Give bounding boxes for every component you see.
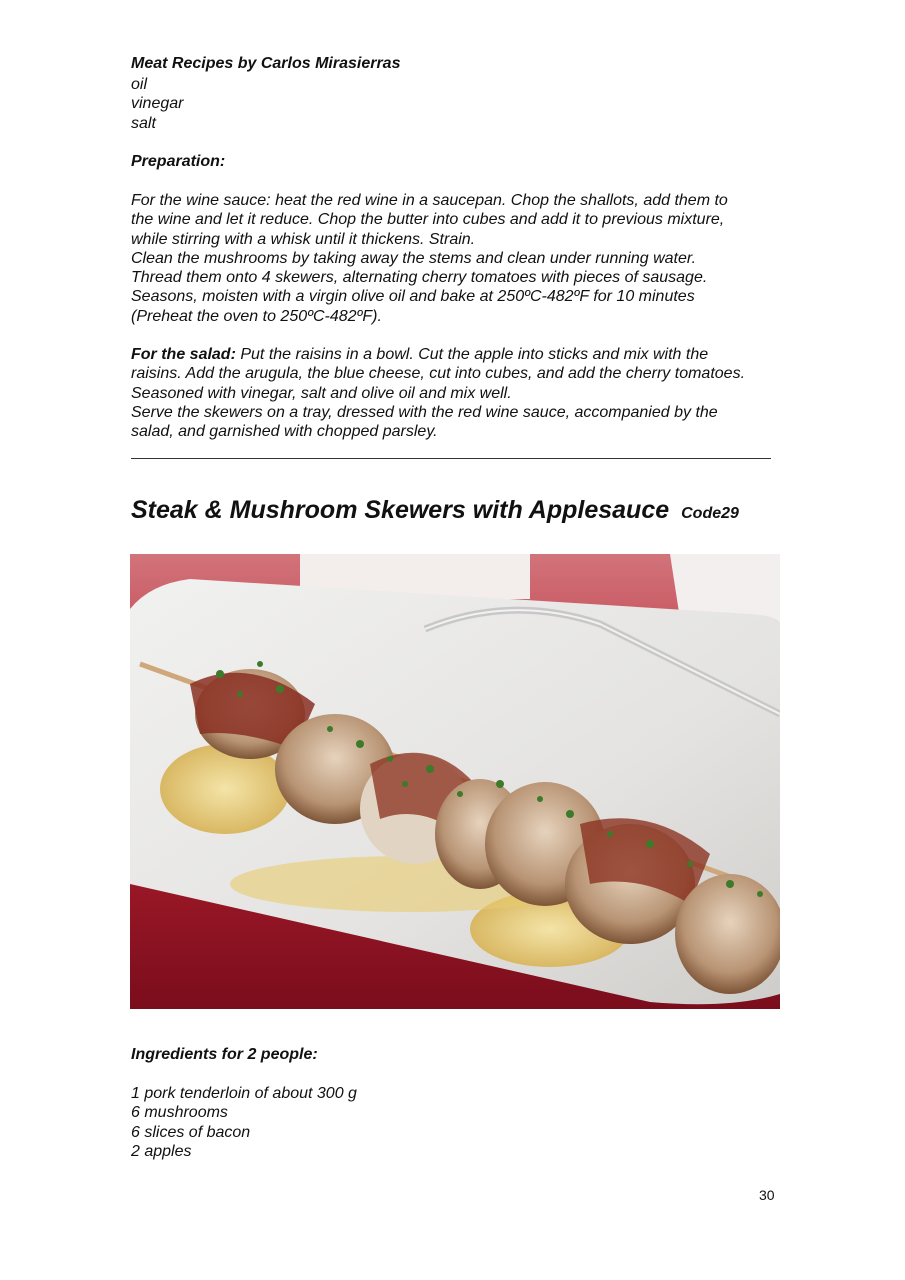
wine-sauce-paragraph (131, 191, 728, 326)
salad-first-line: Put the raisins in a bowl. Cut the apple into sticks and mix with the (235, 346, 709, 363)
ingredients-heading: Ingredients for 2 people: (131, 1046, 318, 1063)
paragraph-line: raisins. Add the arugula, the blue cheese, cut into cubes, and add the cherry tomatoes. (131, 365, 746, 383)
list-item: 6 slices of bacon (131, 1123, 251, 1141)
preparation-heading: Preparation: (131, 153, 226, 170)
section-divider (131, 458, 771, 459)
paragraph-line: Clean the mushrooms by taking away the stems and clean under running water. (131, 249, 697, 267)
list-item: oil (131, 76, 148, 93)
paragraph-line: the wine and let it reduce. Chop the butter into cubes and add it to previous mixture, (131, 211, 725, 229)
paragraph-line: Seasoned with vinegar, salt and olive oil and mix well. (131, 384, 512, 402)
recipe-code: Code29 (681, 505, 739, 522)
paragraph-line (131, 345, 745, 364)
paragraph-line: (Preheat the oven to 250ºC-482ºF). (131, 307, 382, 325)
recipe-photo (130, 554, 780, 1009)
ingredients-list (131, 1084, 357, 1161)
paragraph-line: For the wine sauce: heat the red wine in a saucepan. Chop the shallots, add them to (131, 192, 728, 209)
salad-paragraph (131, 345, 745, 441)
paragraph-line: Thread them onto 4 skewers, alternating cherry tomatoes with pieces of sausage. (131, 269, 708, 287)
paragraph-line: while stirring with a whisk until it thickens. Strain. (131, 230, 476, 248)
book-header: Meat Recipes by Carlos Mirasierras (131, 55, 401, 72)
salad-label: For the salad: (131, 346, 236, 363)
paragraph-line: Seasons, moisten with a virgin olive oil and bake at 250ºC-482ºF for 10 minutes (131, 288, 695, 306)
list-item: 6 mushrooms (131, 1104, 228, 1122)
list-item: 2 apples (131, 1142, 192, 1160)
list-item: vinegar (131, 95, 184, 113)
paragraph-line: Serve the skewers on a tray, dressed with the red wine sauce, accompanied by the (131, 403, 718, 421)
list-item: 1 pork tenderloin of about 300 g (131, 1085, 357, 1102)
previous-ingredients-list (131, 75, 183, 133)
recipe-title-text: Steak & Mushroom Skewers with Applesauce (131, 496, 670, 524)
recipe-title (131, 496, 739, 525)
list-item: salt (131, 114, 156, 132)
page-number: 30 (759, 1187, 775, 1203)
paragraph-line: salad, and garnished with chopped parsley. (131, 423, 438, 441)
